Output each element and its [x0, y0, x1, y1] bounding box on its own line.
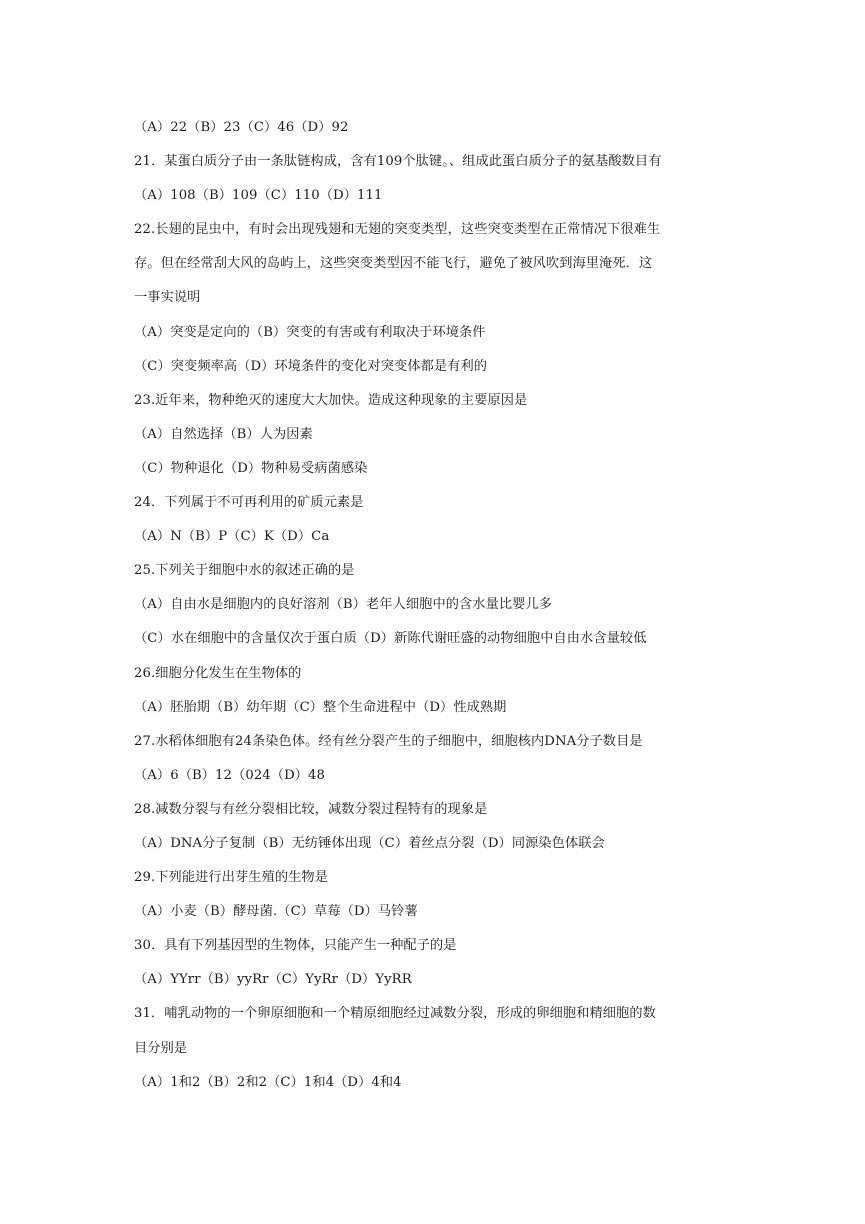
answer-options-q20: （A）22（B）23（C）46（D）92	[134, 120, 349, 135]
answer-options-q26: （A）胚胎期（B）幼年期（C）整个生命进程中（D）性成熟期	[134, 699, 507, 715]
question-26: 26.细胞分化发生在生物体的	[134, 665, 302, 681]
question-28: 28.减数分裂与有丝分裂相比较，减数分裂过程特有的现象是	[134, 801, 488, 817]
answer-options-q23-a: （A）自然选择（B）人为因素	[134, 426, 313, 442]
answer-options-q31: （A）1和2（B）2和2（C）1和4（D）4和4	[134, 1074, 402, 1090]
question-29: 29.下列能进行出芽生殖的生物是	[134, 870, 329, 886]
question-25: 25.下列关于细胞中水的叙述正确的是	[134, 563, 355, 579]
question-27: 27.水稻体细胞有24条染色体。经有丝分裂产生的子细胞中，细胞核内DNA分子数目是	[134, 733, 643, 749]
question-31-line-2: 目分别是	[134, 1040, 188, 1056]
question-22-line-1: 22.长翅的昆虫中，有时会出现残翅和无翅的突变类型，这些突变类型在正常情况下很难生	[134, 222, 661, 238]
question-30: 30．具有下列基因型的生物体，只能产生一种配子的是	[134, 938, 457, 954]
question-24: 24．下列属于不可再利用的矿质元素是	[134, 495, 364, 511]
answer-options-q28: （A）DNA分子复制（B）无纺锤体出现（C）着丝点分裂（D）同源染色体联会	[134, 835, 605, 851]
answer-options-q24: （A）N（B）P（C）K（D）Ca	[134, 529, 330, 545]
question-22-line-3: 一事实说明	[134, 290, 201, 306]
question-22-line-2: 存。但在经常刮大风的岛屿上，这些突变类型因不能飞行，避免了被风吹到海里淹死．这	[134, 256, 653, 272]
question-23: 23.近年来，物种绝灭的速度大大加快。造成这种现象的主要原因是	[134, 392, 528, 408]
answer-options-q29: （A）小麦（B）酵母菌.（C）草莓（D）马铃薯	[134, 904, 418, 920]
answer-options-q23-b: （C）物种退化（D）物种易受病菌感染	[134, 460, 368, 476]
answer-options-q22-a: （A）突变是定向的（B）突变的有害或有利取决于环境条件	[134, 324, 486, 340]
answer-options-q22-b: （C）突变频率高（D）环境条件的变化对突变体都是有利的	[134, 358, 488, 374]
answer-options-q25-b: （C）水在细胞中的含量仅次于蛋白质（D）新陈代谢旺盛的动物细胞中自由水含量较低	[134, 631, 647, 647]
answer-options-q25-a: （A）自由水是细胞内的良好溶剂（B）老年人细胞中的含水量比婴儿多	[134, 597, 553, 613]
question-31-line-1: 31．哺乳动物的一个卵原细胞和一个精原细胞经过减数分裂，形成的卵细胞和精细胞的数	[134, 1006, 656, 1022]
question-21: 21．某蛋白质分子由一条肽链构成，含有109个肽键。、组成此蛋白质分子的氨基酸数目有	[134, 154, 662, 170]
answer-options-q30: （A）YYrr（B）yyRr（C）YyRr（D）YyRR	[134, 972, 412, 988]
answer-options-q21: （A）108（B）109（C）110（D）111	[134, 188, 383, 204]
answer-options-q27: （A）6（B）12（024（D）48	[134, 767, 326, 783]
